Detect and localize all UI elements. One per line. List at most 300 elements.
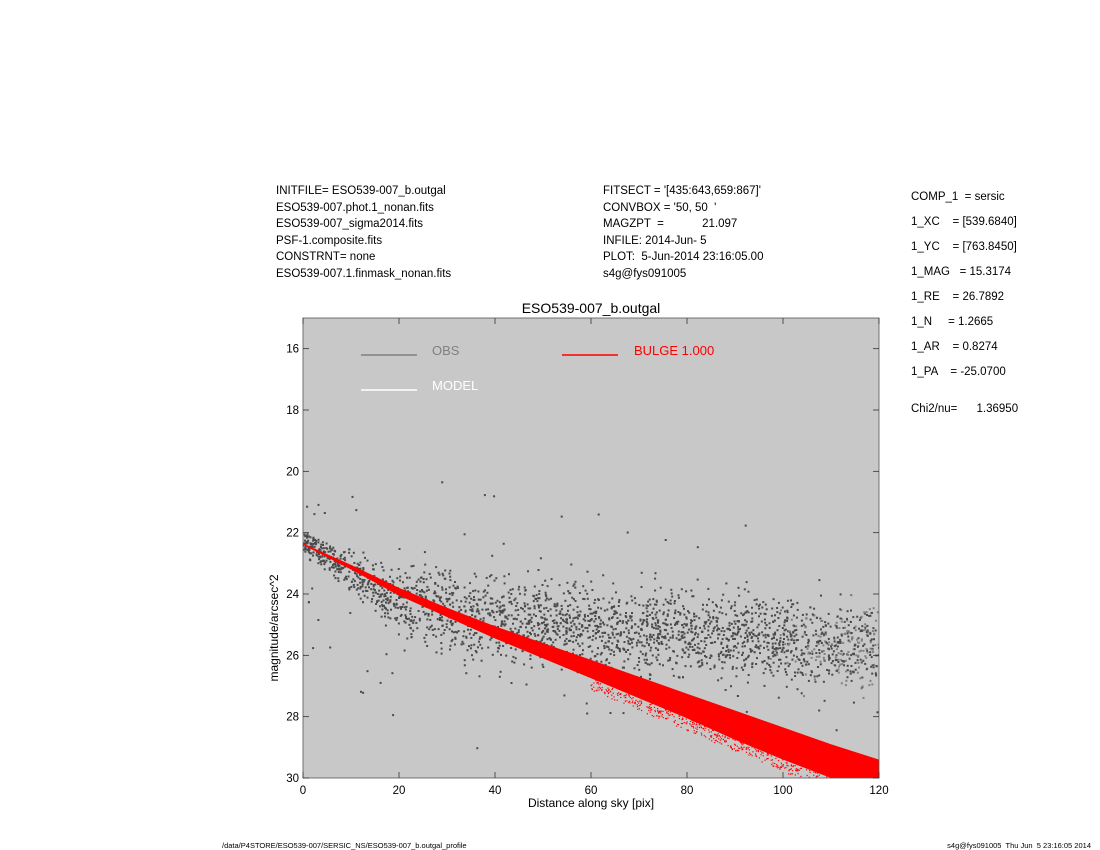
obs-point <box>725 613 727 615</box>
bulge-point <box>817 776 818 777</box>
obs-point <box>344 577 346 579</box>
obs-point <box>688 654 690 656</box>
obs-point <box>624 641 626 643</box>
obs-point <box>697 636 699 638</box>
obs-point <box>825 634 827 636</box>
obs-point <box>387 616 389 618</box>
obs-point <box>611 617 613 619</box>
bulge-point <box>815 772 816 773</box>
obs-point <box>852 671 854 673</box>
obs-point <box>378 590 380 592</box>
obs-point <box>781 651 783 653</box>
obs-point <box>364 579 366 581</box>
obs-point <box>330 548 332 550</box>
obs-point <box>317 541 319 543</box>
bulge-point <box>790 774 791 775</box>
obs-point <box>528 608 530 610</box>
obs-point <box>729 657 731 659</box>
obs-point <box>620 631 622 633</box>
obs-point <box>791 659 793 661</box>
bulge-point <box>728 745 729 746</box>
obs-point <box>550 608 552 610</box>
obs-point <box>487 647 489 649</box>
bulge-point <box>608 689 609 690</box>
bulge-point <box>869 780 870 781</box>
header-plot-date: PLOT: 5-Jun-2014 23:16:05.00 <box>603 251 764 263</box>
bulge-point <box>738 750 739 751</box>
obs-point <box>765 604 767 606</box>
bulge-point <box>613 693 614 694</box>
obs-point <box>496 611 498 613</box>
obs-point <box>504 582 506 584</box>
obs-point <box>657 628 659 630</box>
obs-point <box>765 668 767 670</box>
obs-point <box>731 635 733 637</box>
obs-point <box>877 711 879 713</box>
obs-point <box>563 695 565 697</box>
obs-point <box>575 600 577 602</box>
obs-point <box>613 605 615 607</box>
obs-point <box>762 661 764 663</box>
bulge-point <box>748 755 749 756</box>
obs-point <box>495 602 497 604</box>
obs-point <box>315 543 317 545</box>
obs-point <box>811 622 813 624</box>
obs-point <box>714 626 716 628</box>
obs-point <box>640 651 642 653</box>
obs-point <box>552 630 554 632</box>
obs-point <box>756 657 758 659</box>
obs-point <box>620 634 622 636</box>
obs-point <box>653 608 655 610</box>
obs-point <box>437 618 439 620</box>
obs-point <box>465 610 467 612</box>
bulge-point <box>633 697 634 698</box>
obs-point <box>812 634 814 636</box>
obs-point <box>779 640 781 642</box>
obs-point <box>482 596 484 598</box>
obs-point <box>564 600 566 602</box>
obs-point <box>449 628 451 630</box>
obs-point <box>646 659 648 661</box>
bulge-point <box>743 747 744 748</box>
obs-point <box>627 620 629 622</box>
obs-point <box>597 647 599 649</box>
obs-point <box>641 572 643 574</box>
bulge-point <box>832 778 833 779</box>
obs-point <box>431 625 433 627</box>
bulge-point <box>599 687 600 688</box>
obs-point <box>875 630 877 632</box>
obs-point <box>464 533 466 535</box>
obs-point <box>429 573 431 575</box>
obs-point <box>755 663 757 665</box>
bulge-point <box>592 689 593 690</box>
obs-point <box>405 609 407 611</box>
obs-point <box>577 611 579 613</box>
obs-point <box>746 630 748 632</box>
obs-point <box>602 574 604 576</box>
obs-point <box>856 639 858 641</box>
bulge-point <box>682 718 683 719</box>
footer-timestamp: s4g@fys091005 Thu Jun 5 23:16:05 2014 <box>947 841 1091 850</box>
obs-point <box>458 611 460 613</box>
obs-point <box>611 598 613 600</box>
obs-point <box>756 635 758 637</box>
obs-point <box>828 673 830 675</box>
obs-point <box>449 570 451 572</box>
obs-point <box>802 674 804 676</box>
obs-point <box>356 575 358 577</box>
obs-point <box>606 624 608 626</box>
obs-point <box>822 644 824 646</box>
obs-point <box>420 581 422 583</box>
obs-point <box>708 614 710 616</box>
bulge-point <box>788 765 789 766</box>
bulge-point <box>737 750 738 751</box>
obs-point <box>466 598 468 600</box>
obs-point <box>625 615 627 617</box>
obs-point <box>524 587 526 589</box>
obs-point <box>432 629 434 631</box>
obs-point <box>644 659 646 661</box>
obs-point <box>416 627 418 629</box>
obs-point <box>801 649 803 651</box>
obs-point <box>587 571 589 573</box>
obs-point <box>340 558 342 560</box>
obs-point <box>534 605 536 607</box>
obs-point <box>415 585 417 587</box>
obs-point <box>697 633 699 635</box>
obs-point <box>850 670 852 672</box>
obs-point <box>866 648 868 650</box>
obs-point <box>401 606 403 608</box>
obs-point <box>359 562 361 564</box>
obs-point <box>566 628 568 630</box>
obs-point <box>745 658 747 660</box>
bulge-point <box>672 714 673 715</box>
obs-point <box>761 607 763 609</box>
obs-point <box>508 614 510 616</box>
obs-point <box>470 598 472 600</box>
obs-point <box>845 660 847 662</box>
obs-point <box>657 622 659 624</box>
bulge-point <box>810 772 811 773</box>
obs-point <box>661 643 663 645</box>
obs-point <box>560 622 562 624</box>
obs-point <box>538 607 540 609</box>
obs-point <box>823 650 825 652</box>
obs-point <box>784 611 786 613</box>
obs-point <box>373 588 375 590</box>
obs-point <box>480 599 482 601</box>
obs-point <box>799 659 801 661</box>
obs-point <box>676 655 678 657</box>
obs-point <box>876 665 878 667</box>
obs-point <box>613 651 615 653</box>
obs-point <box>784 643 786 645</box>
obs-point <box>464 664 466 666</box>
obs-point <box>631 642 633 644</box>
obs-point <box>652 618 654 620</box>
obs-point <box>756 647 758 649</box>
bulge-point <box>853 786 854 787</box>
obs-point <box>690 631 692 633</box>
obs-point <box>578 615 580 617</box>
obs-point <box>616 633 618 635</box>
obs-point <box>608 617 610 619</box>
obs-point <box>512 656 514 658</box>
bulge-point <box>659 712 660 713</box>
obs-point <box>499 601 501 603</box>
obs-point <box>445 588 447 590</box>
x-tick-label: 20 <box>392 785 406 797</box>
obs-point <box>411 565 413 567</box>
obs-point <box>464 596 466 598</box>
bulge-point <box>719 742 720 743</box>
bulge-point <box>690 724 691 725</box>
obs-point <box>309 542 311 544</box>
obs-point <box>737 620 739 622</box>
obs-point <box>426 626 428 628</box>
obs-point <box>852 616 854 618</box>
obs-point <box>482 620 484 622</box>
obs-point <box>869 633 871 635</box>
bulge-point <box>838 787 839 788</box>
bulge-point <box>686 729 687 730</box>
param-yc: 1_YC = [763.8450] <box>911 241 1017 253</box>
obs-point <box>673 651 675 653</box>
obs-point <box>607 634 609 636</box>
bulge-point <box>833 788 834 789</box>
obs-point <box>631 625 633 627</box>
obs-point <box>328 551 330 553</box>
obs-point <box>692 639 694 641</box>
obs-point <box>721 677 723 679</box>
obs-point <box>313 551 315 553</box>
bulge-point <box>854 780 855 781</box>
obs-point <box>500 654 502 656</box>
obs-point <box>678 676 680 678</box>
obs-point <box>385 625 387 627</box>
obs-point <box>855 629 857 631</box>
obs-point <box>562 614 564 616</box>
bulge-point <box>761 752 762 753</box>
bulge-point <box>781 765 782 766</box>
obs-point <box>362 552 364 554</box>
obs-point <box>723 630 725 632</box>
obs-point <box>857 646 859 648</box>
y-tick-label: 18 <box>286 405 299 417</box>
obs-point <box>474 590 476 592</box>
obs-point <box>490 603 492 605</box>
obs-point <box>470 629 472 631</box>
obs-point <box>389 576 391 578</box>
bulge-point <box>631 698 632 699</box>
bulge-point <box>742 743 743 744</box>
obs-point <box>351 555 353 557</box>
obs-point <box>828 638 830 640</box>
obs-point <box>582 585 584 587</box>
obs-point <box>841 650 843 652</box>
bulge-point <box>741 743 742 744</box>
obs-point <box>625 627 627 629</box>
bulge-point <box>851 784 852 785</box>
obs-point <box>538 593 540 595</box>
obs-point <box>844 633 846 635</box>
legend-label: OBS <box>432 343 460 358</box>
obs-point <box>860 650 862 652</box>
obs-point <box>653 634 655 636</box>
obs-point <box>638 657 640 659</box>
bulge-point <box>679 718 680 719</box>
obs-point <box>815 633 817 635</box>
obs-point <box>806 613 808 615</box>
obs-point <box>795 648 797 650</box>
obs-point <box>396 577 398 579</box>
obs-point <box>304 534 306 536</box>
obs-point <box>638 604 640 606</box>
obs-point <box>559 584 561 586</box>
obs-point <box>831 648 833 650</box>
obs-point <box>604 610 606 612</box>
obs-point <box>768 664 770 666</box>
obs-point <box>734 604 736 606</box>
bulge-point <box>659 716 660 717</box>
obs-point <box>610 712 612 714</box>
obs-point <box>818 656 820 658</box>
obs-point <box>631 646 633 648</box>
obs-point <box>822 626 824 628</box>
obs-point <box>335 566 337 568</box>
obs-point <box>740 636 742 638</box>
obs-point <box>581 653 583 655</box>
obs-point <box>758 615 760 617</box>
bulge-point <box>722 735 723 736</box>
obs-point <box>694 634 696 636</box>
obs-point <box>847 669 849 671</box>
obs-point <box>483 591 485 593</box>
obs-point <box>860 659 862 661</box>
obs-point <box>584 614 586 616</box>
obs-point <box>831 662 833 664</box>
obs-point <box>470 606 472 608</box>
obs-point <box>733 650 735 652</box>
obs-point <box>672 635 674 637</box>
obs-point <box>470 647 472 649</box>
obs-point <box>761 631 763 633</box>
obs-point <box>864 629 866 631</box>
obs-point <box>574 624 576 626</box>
obs-point <box>866 668 868 670</box>
bulge-point <box>836 787 837 788</box>
obs-point <box>557 628 559 630</box>
obs-point <box>531 617 533 619</box>
obs-point <box>755 644 757 646</box>
header-initfile: INITFILE= ESO539-007_b.outgal <box>276 185 446 197</box>
obs-point <box>590 581 592 583</box>
obs-point <box>569 628 571 630</box>
obs-point <box>348 548 350 550</box>
bulge-point <box>694 732 695 733</box>
obs-point <box>446 598 448 600</box>
obs-point <box>742 642 744 644</box>
obs-point <box>862 645 864 647</box>
bulge-point <box>676 726 677 727</box>
obs-point <box>612 634 614 636</box>
obs-point <box>304 540 306 542</box>
obs-point <box>811 657 813 659</box>
obs-point <box>545 595 547 597</box>
obs-point <box>834 665 836 667</box>
bulge-point <box>843 785 844 786</box>
obs-point <box>708 634 710 636</box>
bulge-point <box>829 780 830 781</box>
obs-point <box>819 652 821 654</box>
obs-point <box>310 552 312 554</box>
bulge-point <box>872 780 873 781</box>
bulge-point <box>692 720 693 721</box>
obs-point <box>410 633 412 635</box>
bulge-point <box>654 707 655 708</box>
obs-point <box>407 587 409 589</box>
obs-point <box>518 588 520 590</box>
obs-point <box>864 623 866 625</box>
obs-point <box>575 581 577 583</box>
bulge-point <box>760 754 761 755</box>
obs-point <box>848 631 850 633</box>
obs-point <box>646 611 648 613</box>
obs-point <box>745 611 747 613</box>
obs-point <box>595 637 597 639</box>
bulge-point <box>654 710 655 711</box>
obs-point <box>510 628 512 630</box>
obs-point <box>682 605 684 607</box>
obs-point <box>502 612 504 614</box>
bulge-point <box>836 783 837 784</box>
obs-point <box>351 581 353 583</box>
obs-point <box>576 636 578 638</box>
bulge-point <box>593 687 594 688</box>
bulge-point <box>694 723 695 724</box>
obs-point <box>441 625 443 627</box>
plot-area <box>303 318 879 778</box>
obs-point <box>362 567 364 569</box>
obs-point <box>761 621 763 623</box>
bulge-point <box>833 779 834 780</box>
obs-point <box>499 645 501 647</box>
obs-point <box>872 651 874 653</box>
obs-point <box>515 648 517 650</box>
obs-point <box>402 603 404 605</box>
obs-point <box>843 660 845 662</box>
obs-point <box>595 611 597 613</box>
obs-point <box>722 654 724 656</box>
obs-point <box>515 598 517 600</box>
obs-point <box>408 624 410 626</box>
obs-point <box>505 655 507 657</box>
obs-point <box>390 596 392 598</box>
obs-point <box>579 592 581 594</box>
obs-point <box>682 676 684 678</box>
bulge-point <box>635 703 636 704</box>
obs-point <box>460 600 462 602</box>
bulge-point <box>856 782 857 783</box>
bulge-point <box>623 703 624 704</box>
obs-point <box>704 655 706 657</box>
bulge-point <box>785 767 786 768</box>
obs-point <box>835 657 837 659</box>
